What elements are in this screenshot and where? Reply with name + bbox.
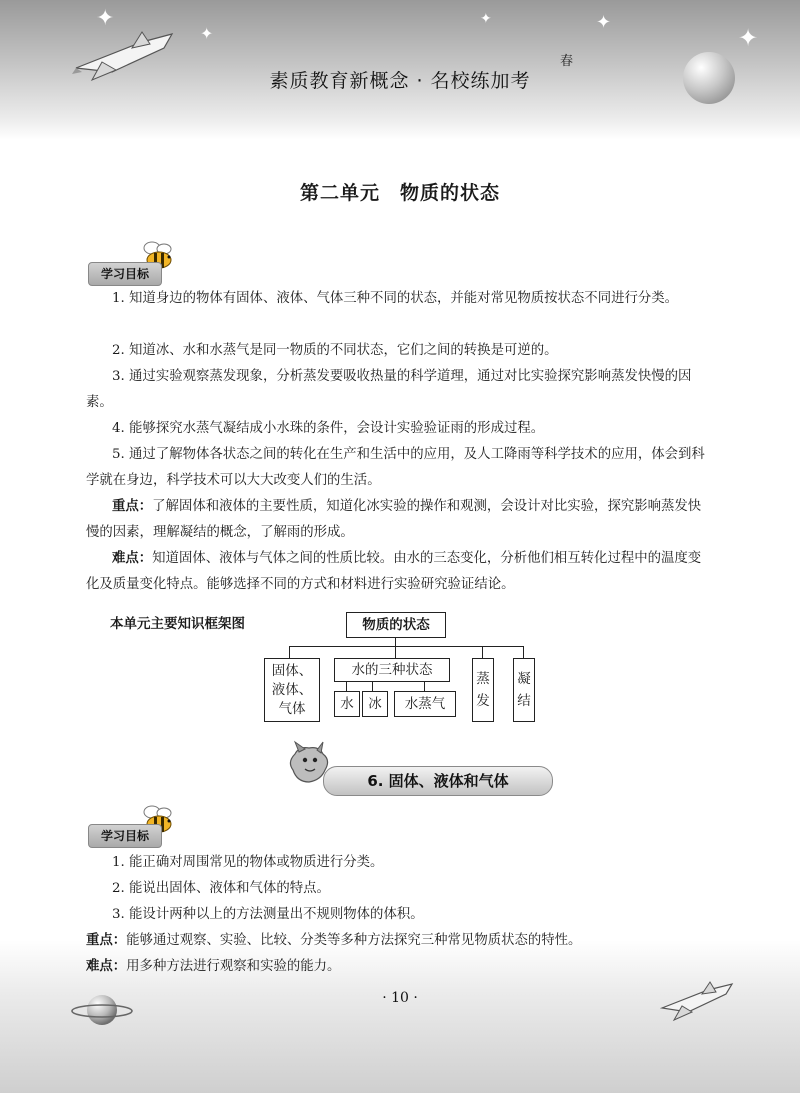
page-number: · 10 · [382, 990, 418, 1006]
node-root: 物质的状态 [346, 612, 446, 638]
objective-item: 1. 知道身边的物体有固体、液体、气体三种不同的状态，并能对常见物质按状态不同进行分类。 [112, 291, 679, 306]
star-icon: ✦ [596, 12, 612, 33]
node-ice: 冰 [362, 691, 388, 717]
connector-line [289, 646, 523, 647]
objective-item: 4. 能够探究水蒸气凝结成小水珠的条件，会设计实验验证雨的形成过程。 [112, 421, 545, 436]
connector-line [289, 646, 290, 658]
star-icon: ✦ [96, 6, 115, 31]
node-water-three-states: 水的三种状态 [334, 658, 450, 682]
star-icon: ✦ [200, 24, 214, 43]
key-point-label: 重点： [86, 933, 127, 948]
difficulty-point [86, 546, 710, 598]
objective-item: 1. 能正确对周围常见的物体或物质进行分类。 [112, 855, 384, 870]
connector-line [482, 646, 483, 658]
connector-line [372, 681, 373, 691]
season-label: 春 [560, 54, 574, 69]
objective-item: 2. 能说出固体、液体和气体的特点。 [112, 881, 330, 896]
connector-line [523, 646, 524, 658]
connector-line [346, 681, 347, 691]
connector-line [395, 637, 396, 646]
difficulty-label: 难点： [112, 551, 153, 566]
globe-icon [683, 52, 735, 104]
objective-item: 5. 通过了解物体各状态之间的转化在生产和生活中的应用，及人工降雨等科学技术的应用，体会到科学就在身边，科学技术可以大大改变人们的生活。 [86, 447, 705, 488]
star-icon: ✦ [738, 24, 759, 52]
key-point-label: 重点： [112, 499, 153, 514]
key-point [86, 928, 710, 954]
objective-item: 2. 知道冰、水和水蒸气是同一物质的不同状态，它们之间的转换是可逆的。 [112, 343, 558, 358]
node-solid-liquid-gas: 固体、液体、气体 [264, 658, 320, 722]
space-shuttle-icon [660, 980, 736, 1024]
node-evaporation: 蒸发 [472, 658, 494, 722]
section-badge: 学习目标 [88, 262, 162, 286]
difficulty-text: 知道固体、液体与气体之间的性质比较。由水的三态变化，分析他们相互转化过程中的温度变化及质量变化特点。能够选择不同的方式和材料进行实验研究验证结论。 [86, 551, 702, 592]
node-water-vapor: 水蒸气 [394, 691, 456, 717]
key-point-text: 了解固体和液体的主要性质，知道化冰实验的操作和观测，会设计对比实验，探究影响蒸发快慢的因素，理解凝结的概念，了解雨的形成。 [86, 499, 702, 540]
difficulty-text: 用多种方法进行观察和实验的能力。 [126, 959, 341, 974]
key-point [86, 494, 710, 546]
node-condensation: 凝结 [513, 658, 535, 722]
connector-line [424, 681, 425, 691]
lesson-title-banner: 6. 固体、液体和气体 [323, 766, 553, 796]
unit-title: 第二单元 物质的状态 [299, 182, 500, 204]
section-badge: 学习目标 [88, 824, 162, 848]
difficulty-label: 难点： [86, 959, 127, 974]
objective-item: 3. 通过实验观察蒸发现象，分析蒸发要吸收热量的科学道理，通过对比实验探究影响蒸发快慢的因素。 [86, 369, 692, 410]
star-icon: ✦ [480, 11, 492, 27]
key-point-text: 能够通过观察、实验、比较、分类等多种方法探究三种常见物质状态的特性。 [126, 933, 582, 948]
header-title: 素质教育新概念 · 名校练加考 [269, 70, 531, 92]
difficulty-point [86, 954, 710, 980]
framework-title: 本单元主要知识框架图 [110, 616, 245, 632]
node-water: 水 [334, 691, 360, 717]
connector-line [395, 646, 396, 658]
objective-item: 3. 能设计两种以上的方法测量出不规则物体的体积。 [112, 907, 424, 922]
